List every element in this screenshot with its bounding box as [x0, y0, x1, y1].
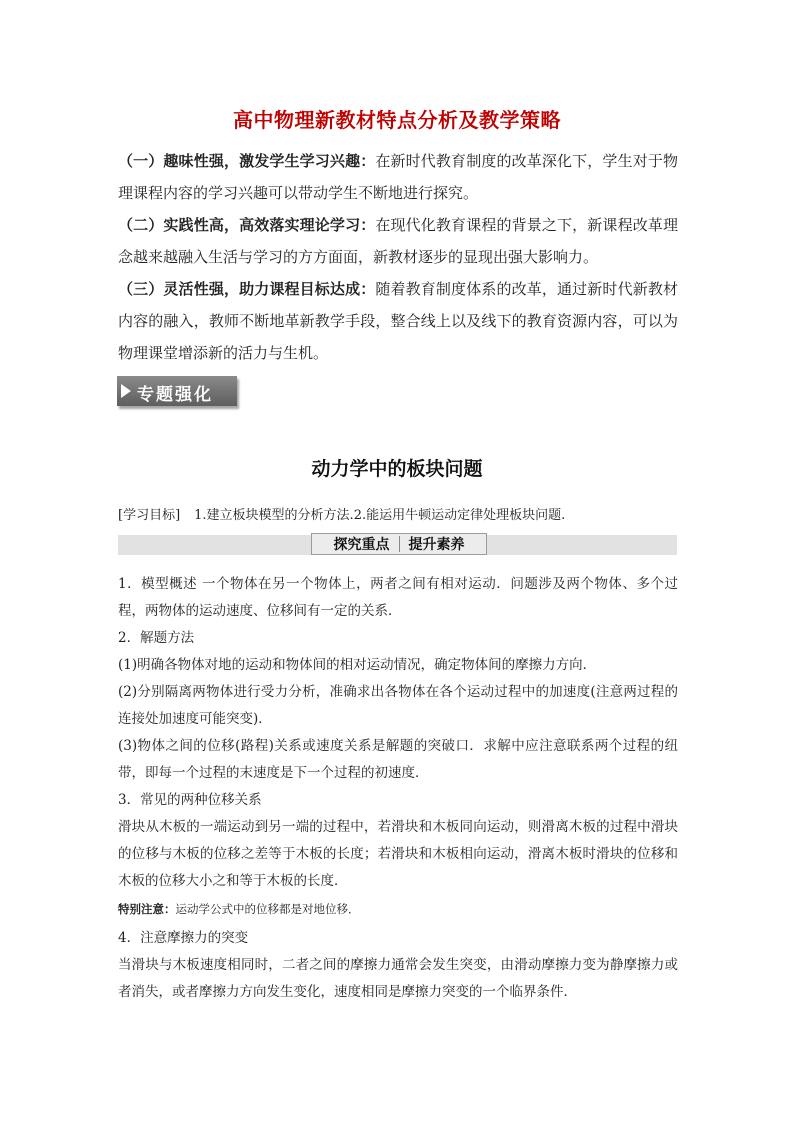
- note-heading: 特别注意：: [118, 902, 176, 916]
- paragraph-method-2: (2)分别隔离两物体进行受力分析，准确求出各物体在各个运动过程中的加速度(注意两过程的连接处加速度可能突变)．: [118, 684, 678, 727]
- paragraph-displacement-relations: 滑块从木板的一端运动到另一端的过程中，若滑块和木板同向运动，则滑离木板的过程中滑块的位移与木板的位移之差等于木板的长度；若滑块和木板相向运动，滑离木板时滑块的位移和木板的位移大小之和等于木板的长度．: [118, 819, 678, 889]
- intro-text: 随着教育制度体系的改革，通过新时代新教材内容的融入，教师不断地革新教学手段，整合线上以及线下的教育资源内容，可以为物理课堂增添新的活力与生机。: [118, 280, 678, 362]
- goals-text: 1.建立板块模型的分析方法.2.能运用牛顿运动定律处理板块问题.: [194, 508, 566, 523]
- paragraph-model-overview: 1．模型概述 一个物体在另一个物体上，两者之间有相对运动．问题涉及两个物体、多个过程，两物体的运动速度、位移间有一定的关系．: [118, 576, 678, 619]
- section-heading-box: [311, 533, 487, 555]
- section-heading-left: 探究重点: [333, 537, 390, 553]
- section-separator: [399, 536, 400, 552]
- intro-heading: （二）实践性高，高效落实理论学习：: [118, 216, 376, 234]
- intro-paragraph-1: [118, 145, 678, 209]
- section-title: 动力学中的板块问题: [311, 458, 483, 480]
- heading-displacement-relations: 3．常见的两种位移关系: [118, 792, 262, 808]
- section-heading-right: 提升素养: [408, 537, 465, 553]
- page-title: 高中物理新教材特点分析及教学策略: [233, 108, 561, 132]
- note-text: 运动学公式中的位移都是对地位移．: [175, 902, 360, 916]
- intro-text: 在新时代教育制度的改革深化下，学生对于物理课程内容的学习兴趣可以带动学生不断地进行探究。: [118, 152, 678, 202]
- paragraph-method-3: (3)物体之间的位移(路程)关系或速度关系是解题的突破口．求解中应注意联系两个过程的纽带，即每一个过程的末速度是下一个过程的初速度．: [118, 738, 678, 781]
- learning-goals: [118, 504, 565, 523]
- play-arrow-icon: [121, 384, 131, 398]
- heading-solution-method: 2．解题方法: [118, 630, 195, 646]
- topic-banner: [117, 376, 237, 406]
- heading-friction-change: 4．注意摩擦力的突变: [118, 930, 249, 946]
- intro-paragraph-2: [118, 209, 678, 273]
- intro-heading: （一）趣味性强，激发学生学习兴趣：: [118, 152, 376, 170]
- special-note: [118, 899, 360, 919]
- intro-heading: （三）灵活性强，助力课程目标达成：: [118, 280, 376, 298]
- intro-paragraph-3: [118, 273, 678, 369]
- paragraph-method-1: (1)明确各物体对地的运动和物体间的相对运动情况，确定物体间的摩擦力方向．: [118, 657, 597, 673]
- section-divider-bar: [118, 535, 677, 555]
- intro-text: 在现代化教育课程的背景之下，新课程改革理念越来越融入生活与学习的方方面面，新教材逐步的显现出强大影响力。: [118, 216, 678, 266]
- banner-label: 专题强化: [137, 385, 213, 405]
- paragraph-friction-change: 当滑块与木板速度相同时，二者之间的摩擦力通常会发生突变，由滑动摩擦力变为静摩擦力或者消失，或者摩擦力方向发生变化，速度相同是摩擦力突变的一个临界条件．: [118, 957, 678, 1000]
- goals-tag: [学习目标]: [118, 508, 181, 523]
